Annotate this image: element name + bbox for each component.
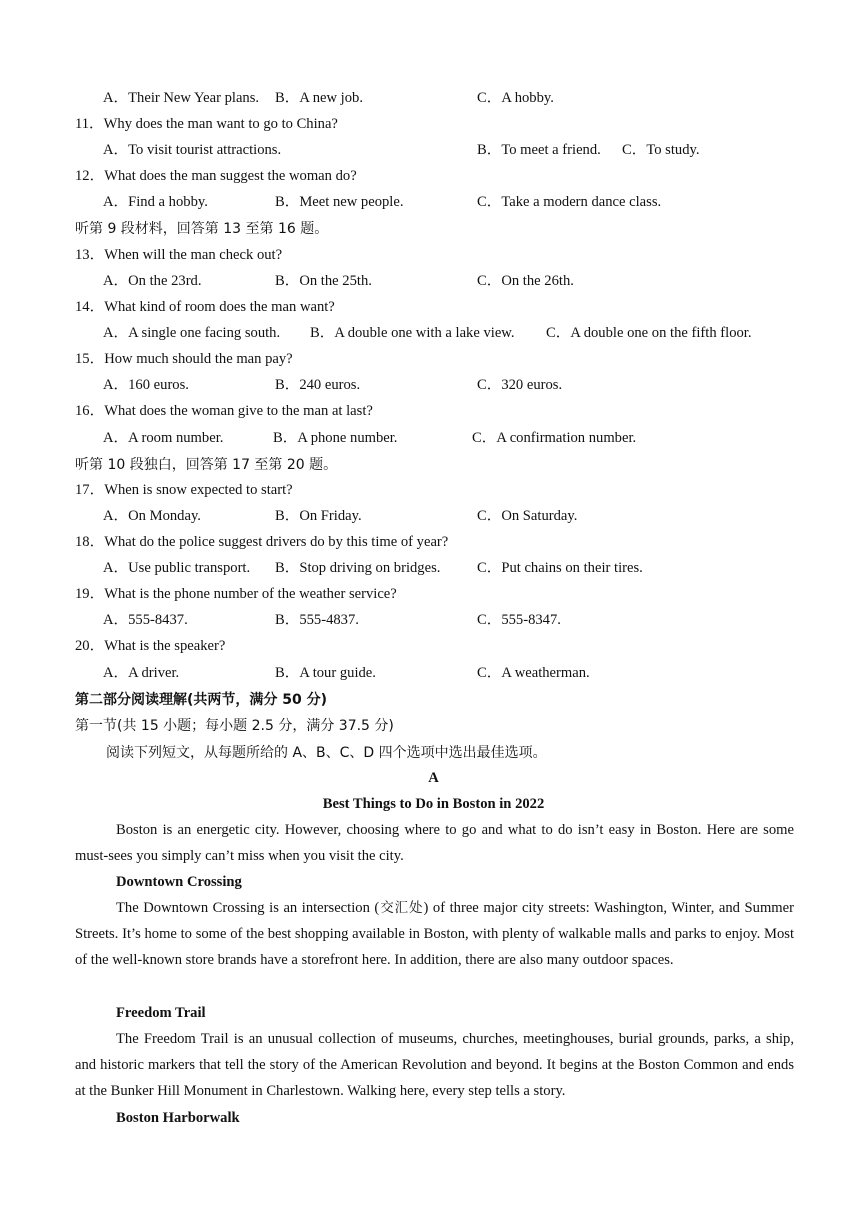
option-c: C．A double one on the fifth floor. [546,325,752,341]
option-a: A．A driver. [103,665,180,681]
section-paragraph: The Freedom Trail is an unusual collection of museums, churches, meetinghouses, burial grounds, parks, a ship, and historic markers that tell the story of the American Revolution and beyond. It begins at the Boston Common and ends at the Bunker Hill Monument in Charlestown. Walking here, every step tells a story. [75,1031,794,1100]
option-b: B．A phone number. [273,430,398,446]
section-heading: Boston Harborwalk [116,1110,240,1126]
option-c: C．To study. [622,142,700,158]
option-b: B．A tour guide. [275,665,376,681]
question-options [103,268,795,294]
option-b: B．A double one with a lake view. [310,325,515,341]
section-heading: Downtown Crossing [116,874,242,890]
option-a: A．To visit tourist attractions. [103,142,282,158]
option-c: C．On the 26th. [477,273,574,289]
question-stem: 12．What does the man suggest the woman do? [75,168,357,184]
question-options [103,607,795,633]
instruction-10: 听第 10 段独白，回答第 17 至第 20 题。 [75,457,338,473]
option-c: C．Take a modern dance class. [477,194,662,210]
option-c: C．A hobby. [477,90,554,106]
question-stem: 19．What is the phone number of the weather service? [75,586,397,602]
question-stem: 11．Why does the man want to go to China? [75,116,338,132]
chinese-gloss: 交汇处 [379,900,424,916]
intro-paragraph: Boston is an energetic city. However, choosing where to go and what to do isn’t easy in Boston. Here are some must-sees you simply can’t miss when you visit the city. [75,822,794,865]
question-options [103,189,795,215]
option-b: B．A new job. [275,90,363,106]
question-stem: 14．What kind of room does the man want? [75,299,335,315]
question-options [103,503,795,529]
question-options [103,137,795,163]
option-b: B．On the 25th. [275,273,372,289]
option-b: B．Meet new people. [275,194,404,210]
option-c: C．A weatherman. [477,665,590,681]
option-a: A．On Monday. [103,508,201,524]
option-a: A．160 euros. [103,377,189,393]
option-c: C．A confirmation number. [472,430,637,446]
question-options [103,555,795,581]
option-b: B．Stop driving on bridges. [275,560,441,576]
passage-title: Best Things to Do in Boston in 2022 [322,796,545,812]
passage-letter: A [428,770,439,786]
question-stem: 18．What do the police suggest drivers do by this time of year? [75,534,449,550]
option-a: A．Use public transport. [103,560,251,576]
question-stem: 15．How much should the man pay? [75,351,293,367]
option-c: C．Put chains on their tires. [477,560,643,576]
question-options [103,425,795,451]
option-a: A．A room number. [103,430,224,446]
option-a: A．Find a hobby. [103,194,208,210]
reading-instruction: 阅读下列短文，从每题所给的 A、B、C、D 四个选项中选出最佳选项。 [106,745,547,761]
instruction-9: 听第 9 段材料，回答第 13 至第 16 题。 [75,221,329,237]
section1-title: 第一节(共 15 小题；每小题 2.5 分，满分 37.5 分) [75,718,394,734]
question-options [103,660,795,686]
paragraph-text: ) of three major city streets: Washington, Winter, and Summer Streets. It’s home to some of the best shopping available in Boston, with plenty of walkable malls and parks to enjoy. Most of the well-known store brands have a storefront here. In addition, there are also many outdoor spaces. [75,900,794,969]
option-b: B．240 euros. [275,377,361,393]
option-a: A．Their New Year plans. [103,90,260,106]
option-a: A．A single one facing south. [103,325,281,341]
option-c: C．On Saturday. [477,508,578,524]
question-stem: 13．When will the man check out? [75,247,283,263]
question-stem: 16．What does the woman give to the man at last? [75,403,373,419]
section-paragraph [75,895,794,974]
option-a: A．On the 23rd. [103,273,202,289]
option-b: B．To meet a friend. [477,142,601,158]
option-b: B．On Friday. [275,508,362,524]
question-stem: 17．When is snow expected to start? [75,482,293,498]
q10-options [103,85,795,111]
question-stem: 20．What is the speaker? [75,638,226,654]
paragraph-text: The Downtown Crossing is an intersection ( [116,900,380,916]
option-c: C．555-8347. [477,612,561,628]
option-c: C．320 euros. [477,377,563,393]
question-options [103,372,795,398]
option-b: B．555-4837. [275,612,359,628]
question-options [103,320,795,346]
section-heading: Freedom Trail [116,1005,206,1021]
part2-title: 第二部分阅读理解(共两节，满分 50 分) [75,692,328,708]
option-a: A．555-8437. [103,612,188,628]
